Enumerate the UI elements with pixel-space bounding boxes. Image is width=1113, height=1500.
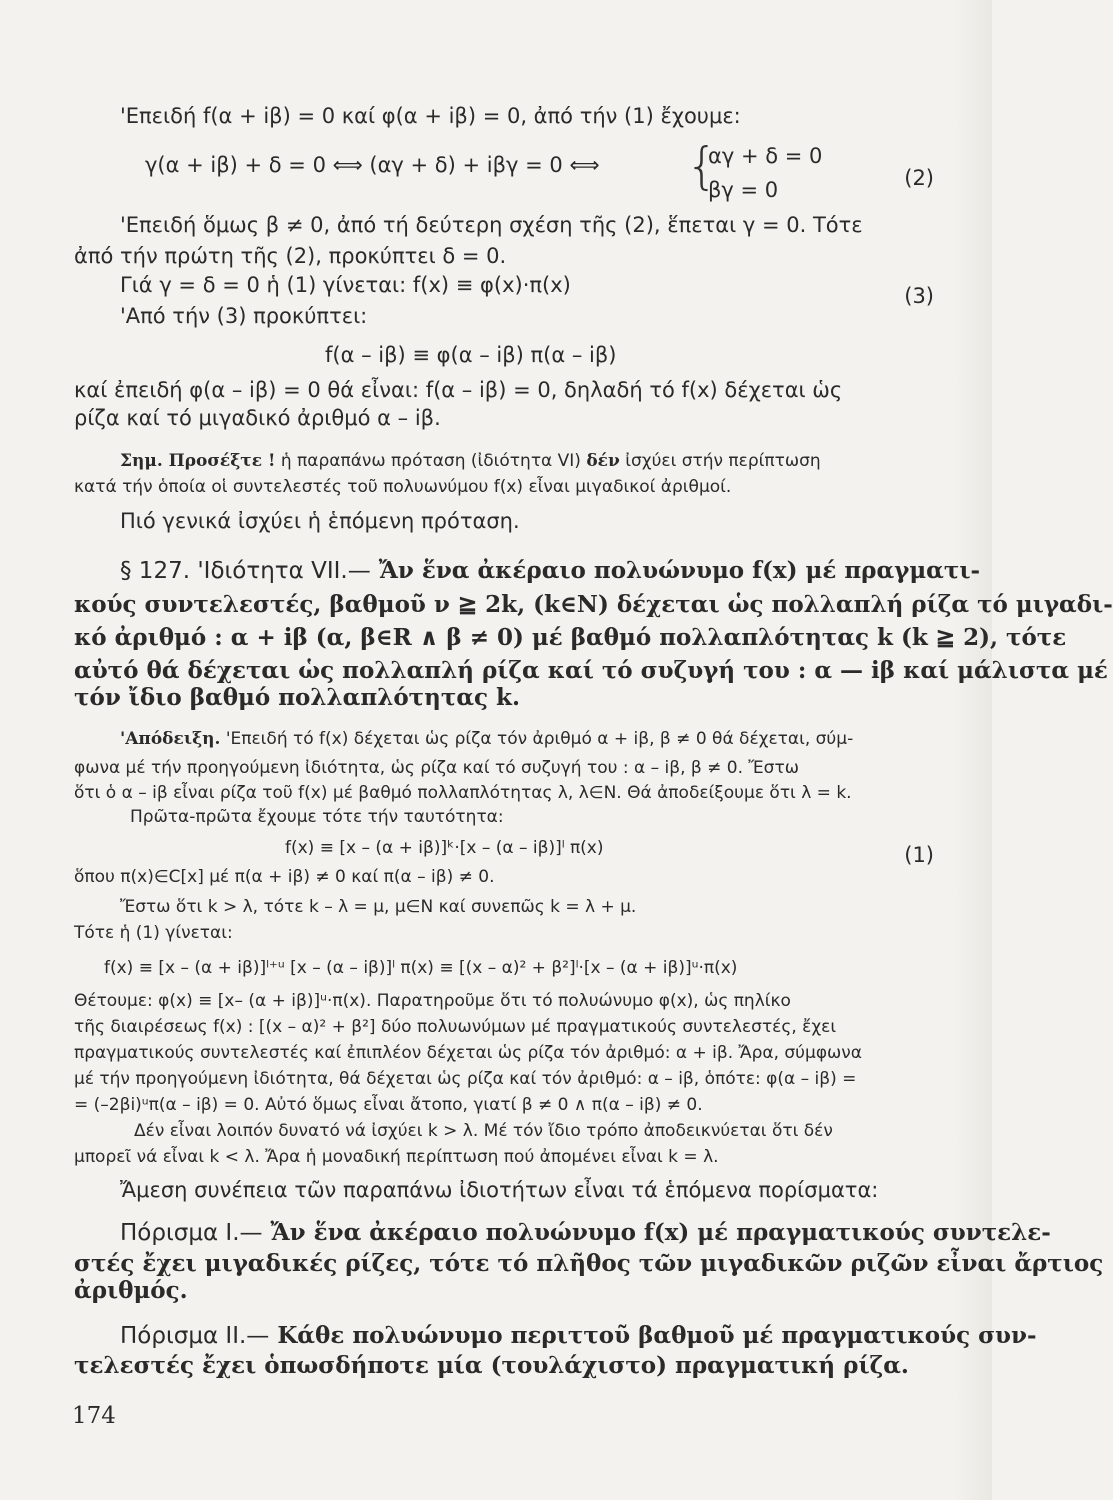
proof-line: Ἔστω ὅτι k > λ, τότε k – λ = μ, μ∈N καί συνεπῶς k = λ + μ. [120,897,637,917]
corollary-line [120,1323,1037,1349]
equation-number: (2) [904,166,934,190]
equivalence-line: γ(α + iβ) + δ = 0 ⟺ (αγ + δ) + iβγ = 0 ⟺ [145,153,600,177]
corollary-text: Κάθε πολυώνυμο περιττοῦ βαθμοῦ μέ πραγματικούς συν- [269,1322,1037,1349]
section-heading: § 127. 'Ιδιότητα VII.— [120,558,371,584]
proof-line: πραγματικούς συντελεστές καί ἐπιπλέον δέχεται ὡς ρίζα τόν ἀριθμό: α + iβ. Ἄρα, σύμφωνα [74,1043,862,1063]
text-line: Πιό γενικά ἰσχύει ἡ ἑπόμενη πρόταση. [120,509,520,533]
proof-line: φωνα μέ τήν προηγούμενη ἰδιότητα, ὡς ρίζα καί τό συζυγή του : α – iβ, β ≠ 0. Ἔστω [74,758,799,778]
theorem-line: αὐτό θά δέχεται ὡς πολλαπλή ρίζα καί τό συζυγή του : α — iβ καί μάλιστα μέ [74,657,1108,684]
text-line: 'Επειδή f(α + iβ) = 0 καί φ(α + iβ) = 0, ἀπό τήν (1) ἔχουμε: [120,104,741,128]
page-number: 174 [72,1403,116,1429]
identity-line: f(α – iβ) ≡ φ(α – iβ) π(α – iβ) [325,343,617,367]
equation-number: (1) [904,843,934,867]
corollary-text: Ἄν ἕνα ἀκέραιο πολυώνυμο f(x) μέ πραγματικούς συντελε- [262,1219,1051,1246]
theorem-line: τόν ἴδιο βαθμό πολλαπλότητας k. [74,684,520,711]
text-line: ἀπό τήν πρώτη τῆς (2), προκύπτει δ = 0. [74,244,507,268]
proof-text: 'Επειδή τό f(x) δέχεται ὡς ρίζα τόν ἀριθμό α + iβ, β ≠ 0 θά δέχεται, σύμ- [220,729,854,749]
proof-line: τῆς διαιρέσεως f(x) : [(x – α)² + β²] δύο πολυωνύμων μέ πραγματικούς συντελεστές, ἔχει [74,1017,837,1037]
note-text: ἰσχύει στήν περίπτωση [619,451,821,471]
note-line [120,450,821,472]
note-emphasis: δέν [586,451,620,471]
equation-number: (3) [904,284,934,308]
proof-line: μέ τήν προηγούμενη ἰδιότητα, θά δέχεται ὡς ρίζα καί τόν ἀριθμό: α – iβ, ὁπότε: φ(α – iβ) = [74,1069,857,1089]
note-label: Σημ. Προσέξτε ! [120,451,276,471]
proof-line: Πρῶτα-πρῶτα ἔχουμε τότε τήν ταυτότητα: [130,807,504,827]
proof-line: ὅπου π(x)∈C[x] μέ π(α + iβ) ≠ 0 καί π(α – iβ) ≠ 0. [74,867,495,887]
corollary-heading: Πόρισμα Ι.— [120,1220,263,1246]
text-line: Γιά γ = δ = 0 ἡ (1) γίνεται: f(x) ≡ φ(x)·π(x) [120,273,571,297]
proof-line: Τότε ἡ (1) γίνεται: [74,923,233,943]
brace-symbol: { [686,137,718,195]
corollary-line: ἀριθμός. [74,1277,188,1304]
proof-line: ὅτι ὁ α – iβ εἶναι ρίζα τοῦ f(x) μέ βαθμό πολλαπλότητας λ, λ∈N. Θά ἀποδείξουμε ὅτι λ = k. [74,783,852,803]
proof-line [120,728,853,750]
identity-line: f(x) ≡ [x – (α + iβ)]ᵏ·[x – (α – iβ)]ˡ π(x) [285,838,604,858]
corollary-line [120,1220,1051,1246]
system-eq-1: αγ + δ = 0 [708,144,823,168]
text-line: 'Επειδή ὅμως β ≠ 0, ἀπό τή δεύτερη σχέση τῆς (2), ἕπεται γ = 0. Τότε [120,213,863,237]
corollary-heading: Πόρισμα ΙΙ.— [120,1323,270,1349]
corollary-line: στές ἔχει μιγαδικές ρίζες, τότε τό πλῆθος τῶν μιγαδικῶν ριζῶν εἶναι ἄρτιος [74,1250,1104,1277]
theorem-line: κό ἀριθμό : α + iβ (α, β∈R ∧ β ≠ 0) μέ βαθμό πολλαπλότητας k (k ≧ 2), τότε [74,624,1067,651]
system-eq-2: βγ = 0 [708,178,779,202]
theorem-line [120,558,980,584]
theorem-line: κούς συντελεστές, βαθμοῦ ν ≧ 2k, (k∈N) δέχεται ὡς πολλαπλή ρίζα τό μιγαδι- [74,591,1113,618]
text-line: 'Από τήν (3) προκύπτει: [120,304,368,328]
proof-line: = (–2βi)ᵘπ(α – iβ) = 0. Αὐτό ὅμως εἶναι ἄτοπο, γιατί β ≠ 0 ∧ π(α – iβ) ≠ 0. [74,1095,703,1115]
note-line: κατά τήν ὁποία οἱ συντελεστές τοῦ πολυωνύμου f(x) εἶναι μιγαδικοί ἀριθμοί. [74,477,732,497]
corollary-line: τελεστές ἔχει ὁπωσδήποτε μία (τουλάχιστο) πραγματική ρίζα. [74,1352,909,1379]
proof-line: Θέτουμε: φ(x) ≡ [x– (α + iβ)]ᵘ·π(x). Παρατηροῦμε ὅτι τό πολυώνυμο φ(x), ὡς πηλίκο [74,991,791,1011]
proof-label: 'Απόδειξη. [120,729,221,749]
proof-line: Δέν εἶναι λοιπόν δυνατό νά ἰσχύει k > λ. Μέ τόν ἴδιο τρόπο ἀποδεικνύεται ὅτι δέν [134,1121,833,1141]
identity-line: f(x) ≡ [x – (α + iβ)]ˡ⁺ᵘ [x – (α – iβ)]ˡ π(x) ≡ [(x – α)² + β²]ˡ·[x – (α + iβ)]ᵘ·π(x) [104,958,738,978]
theorem-text: Ἄν ἕνα ἀκέραιο πολυώνυμο f(x) μέ πραγματι- [370,557,981,584]
text-line: Ἄμεση συνέπεια τῶν παραπάνω ἰδιοτήτων εἶναι τά ἑπόμενα πορίσματα: [120,1178,879,1202]
text-line: ρίζα καί τό μιγαδικό ἀριθμό α – iβ. [74,406,441,430]
note-text: ἡ παραπάνω πρόταση (ἰδιότητα VI) [275,451,587,471]
text-line: καί ἐπειδή φ(α – iβ) = 0 θά εἶναι: f(α – iβ) = 0, δηλαδή τό f(x) δέχεται ὡς [74,378,843,402]
proof-line: μπορεῖ νά εἶναι k < λ. Ἄρα ἡ μοναδική περίπτωση πού ἀπομένει εἶναι k = λ. [74,1147,719,1167]
